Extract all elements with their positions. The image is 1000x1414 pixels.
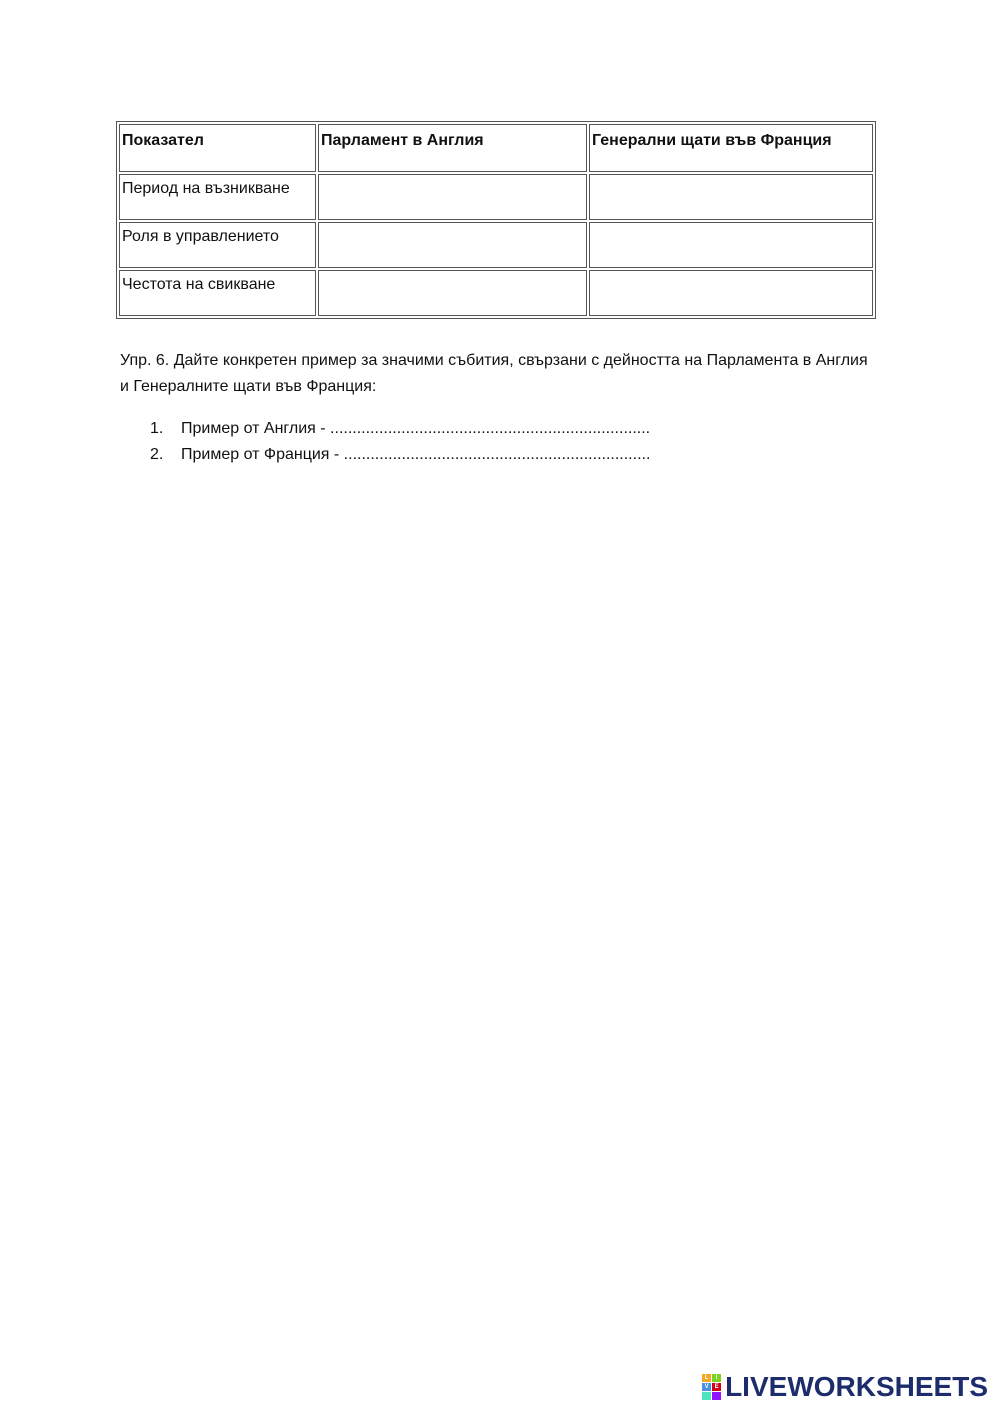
- table-header-cell: Показател: [119, 124, 316, 172]
- list-item: [150, 416, 650, 442]
- comparison-table: [116, 121, 876, 319]
- table-header-row: [119, 124, 873, 172]
- answer-cell-france[interactable]: [589, 222, 873, 268]
- example-line[interactable]: Пример от Англия - ........................................................................: [181, 420, 651, 437]
- table-header-cell: Генерални щати във Франция: [589, 124, 873, 172]
- table-row: [119, 174, 873, 220]
- logo-mark-cell: L: [702, 1374, 711, 1382]
- logo-mark-cell: E: [712, 1383, 721, 1391]
- list-number: 2.: [150, 446, 164, 463]
- logo-mark-cell: V: [702, 1383, 711, 1391]
- table-header-cell: Парламент в Англия: [318, 124, 587, 172]
- logo-mark-cell: [702, 1392, 711, 1400]
- liveworksheets-logo: [702, 1370, 988, 1404]
- answer-cell-england[interactable]: [318, 174, 587, 220]
- logo-mark-cell: I: [712, 1374, 721, 1382]
- row-label: Честота на свикване: [119, 270, 316, 316]
- list-item: [150, 442, 650, 468]
- example-list: [150, 416, 650, 468]
- table-row: [119, 270, 873, 316]
- exercise-text: Упр. 6. Дайте конкретен пример за значими събития, свързани с дейността на Парламента в Англия и Генералните щати във Франция:: [120, 352, 868, 395]
- list-number: 1.: [150, 420, 164, 437]
- exercise-block: [120, 348, 880, 400]
- table-row: [119, 222, 873, 268]
- logo-mark-cell: [712, 1392, 721, 1400]
- answer-cell-england[interactable]: [318, 222, 587, 268]
- row-label: Период на възникване: [119, 174, 316, 220]
- logo-mark-icon: [702, 1374, 721, 1400]
- example-line[interactable]: Пример от Франция - .....................................................................: [181, 446, 651, 463]
- logo-text: LIVEWORKSHEETS: [725, 1371, 988, 1402]
- answer-cell-england[interactable]: [318, 270, 587, 316]
- row-label: Роля в управлението: [119, 222, 316, 268]
- answer-cell-france[interactable]: [589, 174, 873, 220]
- answer-cell-france[interactable]: [589, 270, 873, 316]
